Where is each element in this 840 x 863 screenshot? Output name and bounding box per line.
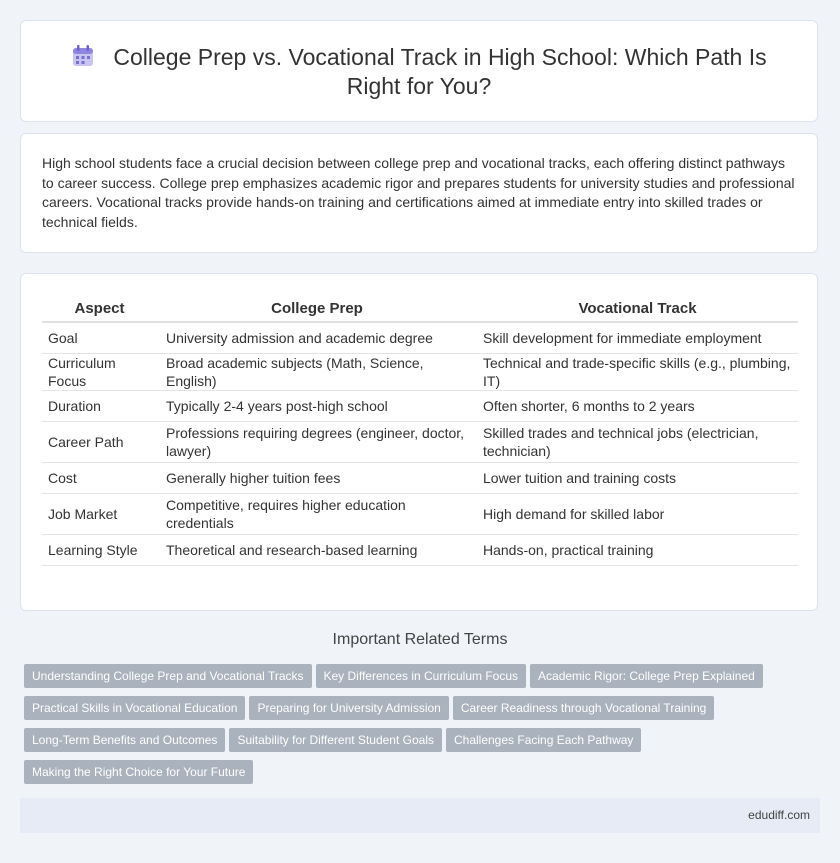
related-term-tag[interactable]: Long-Term Benefits and Outcomes xyxy=(24,728,225,752)
cell-vocational-track: Often shorter, 6 months to 2 years xyxy=(477,391,798,422)
comparison-table xyxy=(42,296,798,566)
related-term-tag[interactable]: Challenges Facing Each Pathway xyxy=(446,728,641,752)
cell-aspect: Duration xyxy=(42,391,157,422)
cell-college-prep: Competitive, requires higher education credentials xyxy=(160,494,474,535)
cell-vocational-track: Hands-on, practical training xyxy=(477,535,798,566)
intro-paragraph: High school students face a crucial decision between college prep and vocational tracks, each offering distinct pathways to career success. College prep emphasizes academic rigor and prepares students for university studies and professional careers. Vocational tracks provide hands-on training and certifications aimed at immediate entry into skilled trades or technical fields. xyxy=(42,155,795,230)
table-header-row xyxy=(42,296,798,323)
table-row xyxy=(42,422,798,463)
cell-college-prep: Typically 2-4 years post-high school xyxy=(160,391,474,422)
table-row xyxy=(42,323,798,354)
cell-aspect: Learning Style xyxy=(42,535,157,566)
page-title: College Prep vs. Vocational Track in High School: Which Path Is Right for You? xyxy=(113,44,767,99)
header-college-prep: College Prep xyxy=(160,296,474,323)
cell-vocational-track: High demand for skilled labor xyxy=(477,494,798,535)
related-term-tag[interactable]: Understanding College Prep and Vocational Tracks xyxy=(24,664,312,688)
related-term-tag[interactable]: Key Differences in Curriculum Focus xyxy=(316,664,527,688)
table-row xyxy=(42,463,798,494)
header-vocational-track: Vocational Track xyxy=(477,296,798,323)
cell-aspect: Cost xyxy=(42,463,157,494)
cell-aspect: Goal xyxy=(42,323,157,354)
header-aspect: Aspect xyxy=(42,296,157,323)
related-terms-list xyxy=(24,664,784,792)
page-title-row xyxy=(21,43,817,101)
related-term-tag[interactable]: Practical Skills in Vocational Education xyxy=(24,696,245,720)
cell-college-prep: Professions requiring degrees (engineer, doctor, lawyer) xyxy=(160,422,474,463)
cell-aspect: Curriculum Focus xyxy=(42,354,157,391)
cell-vocational-track: Lower tuition and training costs xyxy=(477,463,798,494)
cell-college-prep: Generally higher tuition fees xyxy=(160,463,474,494)
related-term-tag[interactable]: Career Readiness through Vocational Training xyxy=(453,696,714,720)
cell-aspect: Job Market xyxy=(42,494,157,535)
footer xyxy=(20,798,820,833)
cell-vocational-track: Technical and trade-specific skills (e.g., plumbing, IT) xyxy=(477,354,798,391)
related-term-tag[interactable]: Preparing for University Admission xyxy=(249,696,448,720)
related-term-tag[interactable]: Academic Rigor: College Prep Explained xyxy=(530,664,763,688)
table-row xyxy=(42,391,798,422)
cell-aspect: Career Path xyxy=(42,422,157,463)
cell-college-prep: University admission and academic degree xyxy=(160,323,474,354)
related-term-tag[interactable]: Suitability for Different Student Goals xyxy=(229,728,442,752)
intro-card xyxy=(20,133,818,253)
footer-site[interactable]: edudiff.com xyxy=(748,808,810,822)
cell-vocational-track: Skilled trades and technical jobs (electrician, technician) xyxy=(477,422,798,463)
cell-college-prep: Theoretical and research-based learning xyxy=(160,535,474,566)
comparison-card xyxy=(20,273,818,611)
related-term-tag[interactable]: Making the Right Choice for Your Future xyxy=(24,760,253,784)
table-row xyxy=(42,354,798,391)
calendar-icon xyxy=(71,44,95,68)
table-row xyxy=(42,494,798,535)
related-terms-title: Important Related Terms xyxy=(332,631,508,648)
cell-vocational-track: Skill development for immediate employment xyxy=(477,323,798,354)
header-card xyxy=(20,20,818,122)
table-row xyxy=(42,535,798,566)
cell-college-prep: Broad academic subjects (Math, Science, English) xyxy=(160,354,474,391)
